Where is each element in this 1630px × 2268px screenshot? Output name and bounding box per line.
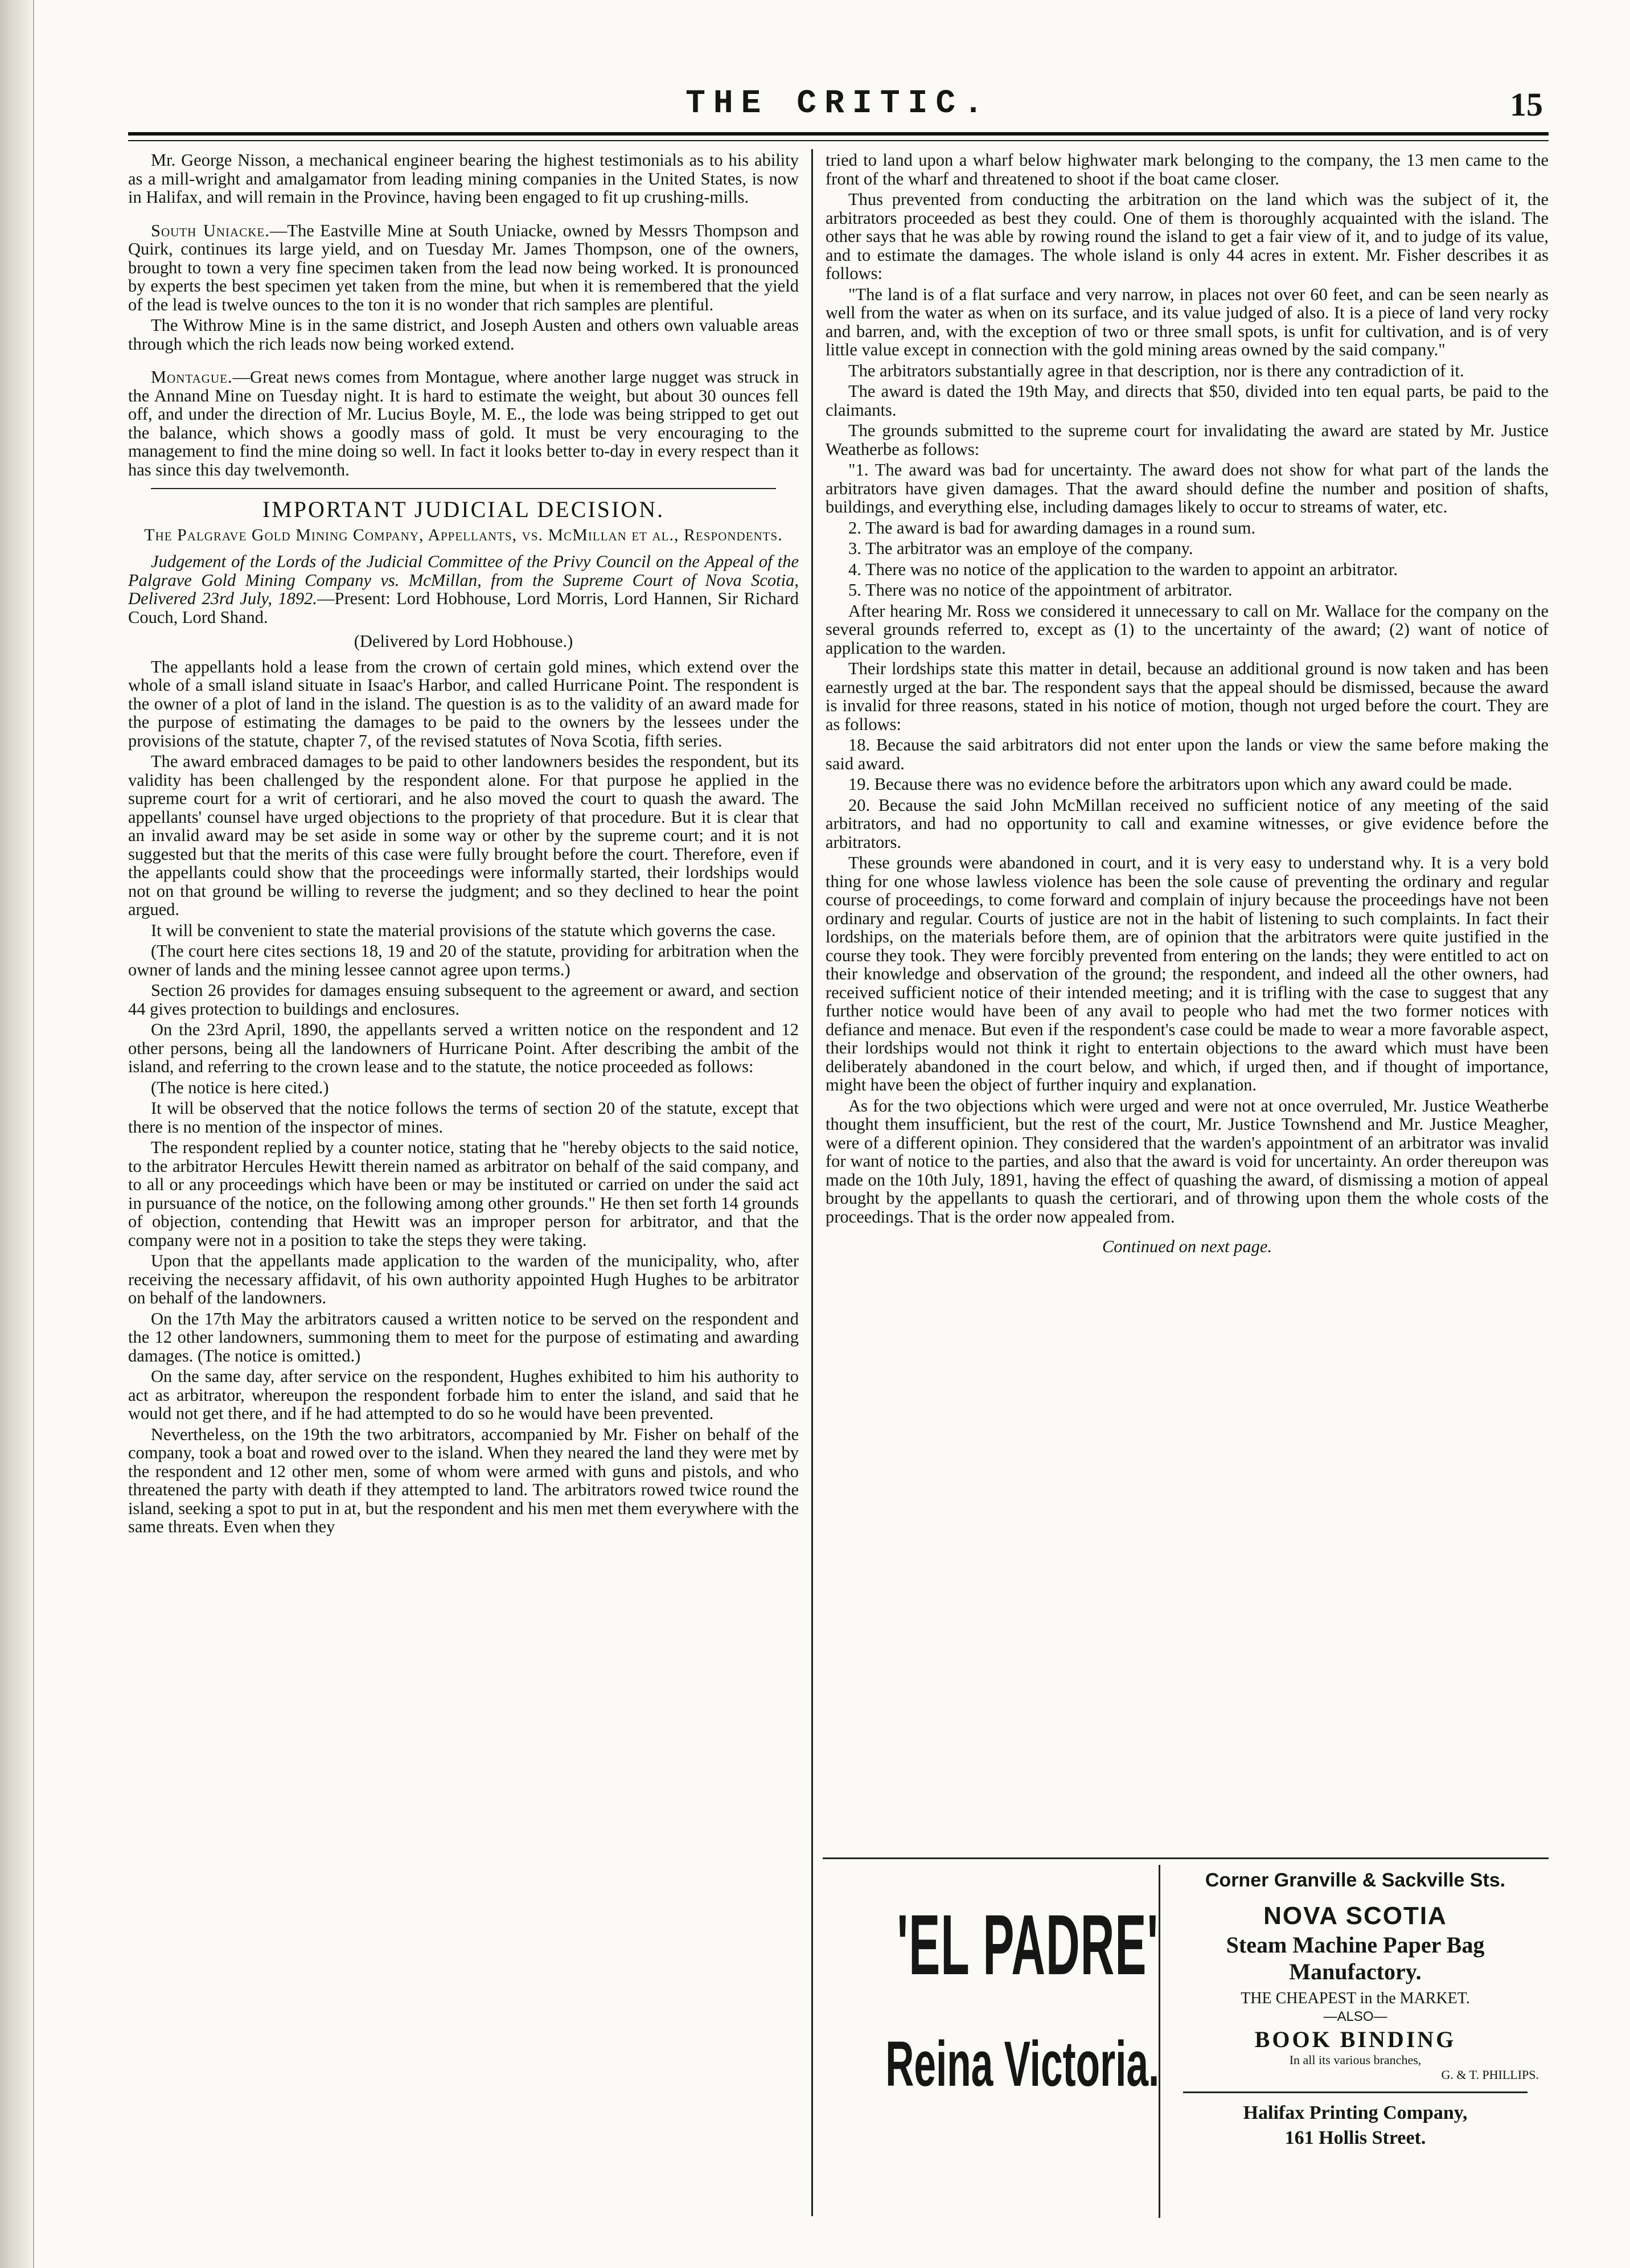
mining-notes	[128, 151, 799, 479]
ad-steam-machine: Steam Machine Paper Bag Manufactory.	[1226, 1932, 1485, 1984]
right-column	[826, 151, 1549, 1603]
article-paragraph: 20. Because the said John McMillan received no sufficient notice of any meeting of the said arbitrators, and had no opportunity to call and examine witnesses, or give evidence before the arbitrators.	[826, 795, 1549, 852]
article-paragraph: On the 23rd April, 1890, the appellants served a written notice on the respondent and 12 other persons, being all the landowners of Hurricane Point. After describing the ambit of the island, and referring to the crown lease and to the statute, the notice proceeded as follows:	[128, 1020, 799, 1076]
article-paragraph: These grounds were abandoned in court, and it is very easy to understand why. It is a very bold thing for one whose lawless violence has been the sole cause of preventing the ordinary and regular course of proceedings, to come forward and complain of injury because the proceedings have not been ordinary and regular. Courts of justice are not in the habit of listening to such complaints. In fact their lordships, on the materials before them, are of opinion that the arbitrators were quite justified in the course they took. They were forcibly prevented from entering on the lands; they were entitled to act on their knowledge and observation of the ground; the respondent, and indeed all the other owners, had received sufficient notice of their intended meeting; and it is trifling with the case to suggest that any further notice would have been of any avail to people who had met the two former notices with defiance and menace. But even if the respondent's case could be made to wear a more favorable aspect, their lordships would not think it right to entertain objections to the award which must have been deliberately abandoned in the court below, and which, if urged then, and if thought of importance, might have been the object of further inquiry and explanation.	[826, 853, 1549, 1094]
el-padre-advertisement	[823, 1896, 1160, 2215]
paragraph-text: The Withrow Mine is in the same district, and Joseph Austen and others own valuable areas through which the rich leads now being worked extend.	[128, 315, 799, 354]
printing-company-advertisement	[1159, 1865, 1550, 2218]
masthead-rule-thick	[128, 132, 1549, 136]
article-paragraph: The respondent replied by a counter notice, stating that he "hereby objects to the said notice, to the arbitrator Hercules Hewitt therein named as arbitrator on behalf of the said company, and to all or any proceedings which have been or may be instituted or carried on under the said act in pursuance of the notice, on the following among other grounds." He then set forth 14 grounds of objection, contending that Hewitt was an improper person for arbitrator, and that the company were not in a position to take the steps they were taking.	[128, 1138, 799, 1250]
news-paragraph	[128, 368, 799, 479]
case-title: The Palgrave Gold Mining Company, Appellants, vs. McMillan et al., Respondents.	[144, 525, 783, 544]
article-paragraph: After hearing Mr. Ross we considered it unnecessary to call on Mr. Wallace for the company on the several grounds referred to, except as (1) to the uncertainty of the award; (2) want of notice of application to the warden.	[826, 601, 1549, 658]
advertisement-rule	[823, 1857, 1549, 1859]
ad-address-corner: Corner Granville & Sackville Sts.	[1205, 1869, 1506, 1891]
article-paragraph: "1. The award was bad for uncertainty. The award does not show for what part of the lands the arbitrators have given damages. That the award should define the number and position of shafts, buildings, and everything else, including damages likely to occur to streams of water, etc.	[826, 460, 1549, 516]
article-paragraph: Thus prevented from conducting the arbitration on the land which was the subject of it, the arbitrators proceeded as best they could. One of them is thoroughly acquainted with the island. The other says that he was able by rowing round the island to get a fair view of it, and to judge of its value, and to estimate the damages. The whole island is only 44 acres in extent. Mr. Fisher describes it as follows:	[826, 190, 1549, 283]
paragraph-lead: South Uniacke.	[151, 220, 270, 240]
article-paragraph: 3. The arbitrator was an employe of the company.	[848, 539, 1193, 558]
column-divider	[811, 149, 813, 2216]
article-paragraph: Their lordships state this matter in detail, because an additional ground is now taken and has been earnestly urged at the bar. The respondent says that the appeal should be dismissed, because the award is invalid for three reasons, stated in his notice of motion, though not urged before the court. They are as follows:	[826, 659, 1549, 734]
article-paragraph: 19. Because there was no evidence before the arbitrators upon which any award could be made.	[848, 774, 1513, 794]
article-paragraph: tried to land upon a wharf below highwater mark belonging to the company, the 13 men came to the front of the wharf and threatened to shoot if the boat came closer.	[826, 151, 1549, 188]
ad-nova-scotia: NOVA SCOTIA	[1263, 1902, 1447, 1930]
news-paragraph	[128, 222, 799, 314]
article-body-left	[128, 658, 799, 1536]
article-heading: IMPORTANT JUDICIAL DECISION.	[262, 497, 665, 522]
ad-hollis-street: 161 Hollis Street.	[1284, 2127, 1426, 2148]
continued-note: Continued on next page.	[1102, 1237, 1272, 1256]
section-divider	[151, 488, 776, 489]
news-paragraph	[128, 151, 799, 207]
article-paragraph: 5. There was no notice of the appointment of arbitrator.	[848, 580, 1233, 600]
article-paragraph: "The land is of a flat surface and very narrow, in places not over 60 feet, and can be seen nearly as well from the water as when on its surface, and its value judged of also. It is a piece of land very rocky and barren, and, with the exception of two or three small spots, is unfit for cultivation, and is of very little value except in connection with the gold mining areas owned by the said company."	[826, 284, 1549, 359]
page-binding-edge	[0, 0, 34, 2268]
paragraph-lead: Montague.	[151, 367, 233, 387]
paragraph-text: —Great news comes from Montague, where another large nugget was struck in the Annand Mine on Tuesday night. It is hard to estimate the weight, but about 30 ounces fell off, and under the direction of Mr. Lucius Boyle, M. E., the lode was being stripped to get out the balance, which shows a goodly mass of gold. It must be very encouraging to the management to find the mine doing so well. In fact it looks better to-day in every respect than it has since this day twelvemonth.	[128, 367, 799, 479]
news-paragraph	[128, 316, 799, 353]
article-paragraph: Upon that the appellants made application to the warden of the municipality, who, after receiving the necessary affidavit, of his own authority appointed Hugh Hughes to be arbitrator on behalf of the landowners.	[128, 1251, 799, 1307]
ad-separator	[1183, 2091, 1528, 2093]
ad-firm-name: G. & T. PHILLIPS.	[1441, 2068, 1539, 2082]
ad-branches: In all its various branches,	[1289, 2053, 1422, 2067]
present-lords: —Present: Lord Hobhouse, Lord Morris, Lord Hannen, Sir Richard Couch, Lord Shand.	[128, 589, 799, 627]
article-paragraph: The award embraced damages to be paid to other landowners besides the respondent, but its validity has been challenged by the respondent alone. For that purpose he applied in the supreme court for a writ of certiorari, and he also moved the court to quash the award. The appellants' counsel have urged objections to the propriety of that procedure. But it is clear that an invalid award may be set aside in some way or other by the supreme court; and it is not suggested but that the merits of this case were fully brought before the court. Therefore, even if the appellants could show that the proceedings were informally started, their lordships would not on that ground be willing to reverse the judgment; and so they declined to hear the point argued.	[128, 752, 799, 919]
article-paragraph: (The court here cites sections 18, 19 and 20 of the statute, providing for arbitration when the owner of lands and the mining lessee cannot agree upon terms.)	[128, 941, 799, 979]
article-paragraph: 18. Because the said arbitrators did not enter upon the lands or view the same before making the said award.	[826, 735, 1549, 773]
article-paragraph: The appellants hold a lease from the crown of certain gold mines, which extend over the whole of a small island situate in Isaac's Harbor, and called Hurricane Point. The respondent is the owner of a plot of land in the island. The question is as to the validity of an award made for the purpose of estimating the damages to be paid to the owners by the lessees under the provisions of the statute, chapter 7, of the revised statutes of Nova Scotia, fifth series.	[128, 657, 799, 750]
article-paragraph: On the same day, after service on the respondent, Hughes exhibited to him his authority to act as arbitrator, whereupon the respondent forbade him to enter the island, and said that he would not get there, and if he had attempted to do so he would have been prevented.	[128, 1367, 799, 1423]
article-paragraph: It will be convenient to state the material provisions of the statute which governs the case.	[151, 920, 776, 940]
masthead-rule-thin	[128, 140, 1549, 141]
article-paragraph: On the 17th May the arbitrators caused a written notice to be served on the respondent and the 12 other landowners, summoning them to meet for the purpose of estimating and awarding damages. (The notice is omitted.)	[128, 1309, 799, 1365]
article-paragraph: The arbitrators substantially agree in that description, nor is there any contradiction of it.	[848, 360, 1464, 380]
article-paragraph: 2. The award is bad for awarding damages in a round sum.	[848, 518, 1256, 538]
article-paragraph: Nevertheless, on the 19th the two arbitrators, accompanied by Mr. Fisher on behalf of the company, took a boat and rowed over to the island. When they neared the land they were met by the respondent and 12 other men, some of whom were armed with guns and pistols, and who threatened the party with death if they attempted to land. The arbitrators rowed twice round the island, seeking a spot to put in at, but the respondent and his men met them everywhere with the same threats. Even when they	[128, 1424, 799, 1536]
article-paragraph: 4. There was no notice of the application to the warden to appoint an arbitrator.	[848, 559, 1398, 579]
masthead	[128, 85, 1549, 138]
paragraph-text: Mr. George Nisson, a mechanical engineer bearing the highest testimonials as to his ability as a mill-wright and amalgamator from leading mining companies in the United States, is now in Halifax, and will remain in the Province, having been engaged to fit up crushing-mills.	[128, 151, 799, 207]
ad-halifax-printing: Halifax Printing Company,	[1243, 2102, 1468, 2123]
delivered-by: (Delivered by Lord Hobhouse.)	[354, 631, 573, 651]
judgement-title: Judgement of the Lords of the Judicial Committee of the Privy Council on the Appeal of the Palgrave Gold Mining Company vs. McMillan, from the Supreme Court of Nova Scotia, Delivered 23rd July, 1892.	[128, 552, 799, 608]
article-paragraph: As for the two objections which were urged and were not at once overruled, Mr. Justice Weatherbe thought them insufficient, but the rest of the court, Mr. Justice Townshend and Mr. Justice Meagher, were of a different opinion. They considered that the warden's appointment of an arbitrator was invalid for want of notice to the parties, and also that the award is void for uncertainty. An order thereupon was made on the 10th July, 1891, having the effect of quashing the award, of dismissing a motion of appeal brought by the appellants to quash the certiorari, and of throwing upon them the whole costs of the proceedings. That is the order now appealed from.	[826, 1096, 1549, 1227]
article-paragraph: Section 26 provides for damages ensuing subsequent to the agreement or award, and section 44 gives protection to buildings and enclosures.	[128, 981, 799, 1019]
article-paragraph: The award is dated the 19th May, and directs that $50, divided into ten equal parts, be paid to the claimants.	[826, 382, 1549, 420]
ad-also: —ALSO—	[1323, 2009, 1387, 2024]
article-body-right	[826, 151, 1549, 1226]
newspaper-title: THE CRITIC.	[685, 85, 991, 122]
ad-cheapest: THE CHEAPEST in the MARKET.	[1241, 1990, 1470, 2007]
left-column	[128, 151, 799, 2218]
article-paragraph: (The notice is here cited.)	[151, 1077, 329, 1097]
article-paragraph: It will be observed that the notice follows the terms of section 20 of the statute, except that there is no mention of the inspector of mines.	[128, 1098, 799, 1137]
judgement-intro	[128, 552, 799, 626]
ad-book-binding: BOOK BINDING	[1254, 2027, 1456, 2052]
paragraph-text: —The Eastville Mine at South Uniacke, owned by Messrs Thompson and Quirk, continues its large yield, and on Tuesday Mr. James Thompson, one of the owners, brought to town a very fine specimen taken from the lead now being worked. It is pronounced by experts the best specimen yet taken from the mine, but when it is remembered that the yield of the lead is twelve ounces to the ton it is no wonder that rich samples are plentiful.	[128, 220, 799, 314]
reina-victoria-label: Reina Victoria.	[885, 2028, 1160, 2099]
el-padre-brand: 'EL PADRE'	[897, 1897, 1159, 1992]
page-number: 15	[1510, 86, 1543, 123]
article-paragraph: The grounds submitted to the supreme court for invalidating the award are stated by Mr. Justice Weatherbe as follows:	[826, 421, 1549, 459]
